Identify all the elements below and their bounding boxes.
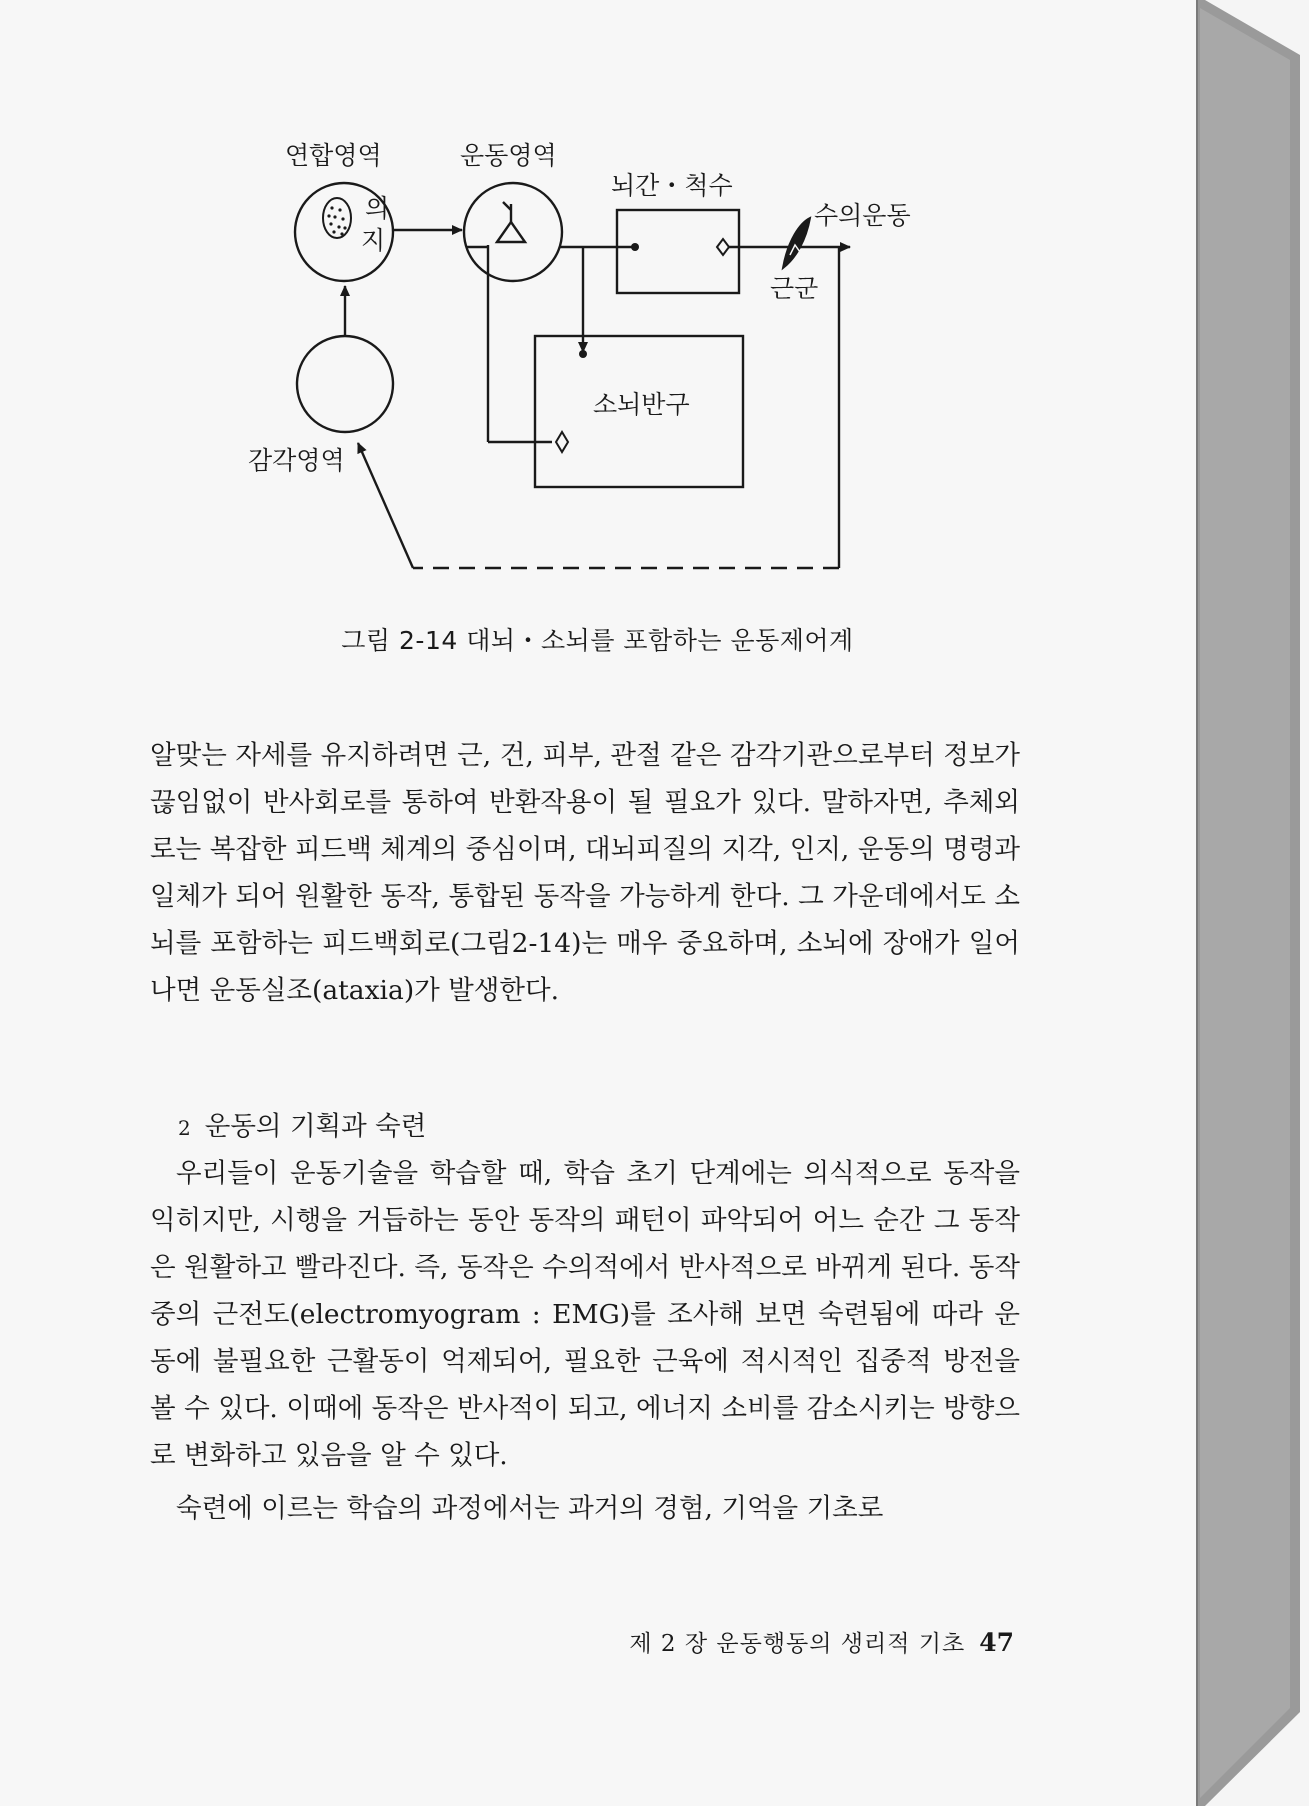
figure-caption: 그림 2-14 대뇌・소뇌를 포함하는 운동제어계: [341, 626, 854, 655]
label-sensory-area: 감각영역: [248, 446, 345, 475]
label-will-b: 지: [361, 226, 386, 255]
neuron-triangle: [497, 222, 525, 242]
motor-control-diagram: [0, 0, 1195, 600]
section-heading: [178, 1107, 426, 1148]
section-title: 운동의 기획과 숙련: [204, 1111, 427, 1142]
synapse-brainstem: [717, 239, 729, 255]
arrow-feedback-to-sensory: [358, 443, 413, 568]
motor-area-circle: [464, 183, 562, 281]
synapse-cerebellum: [556, 432, 568, 452]
page-number: 47: [979, 1628, 1014, 1657]
label-motor-area: 운동영역: [460, 141, 557, 170]
page-footer: [600, 1625, 1014, 1658]
sensory-area-circle: [297, 336, 393, 432]
label-brainstem-spinal: 뇌간・척수: [611, 171, 733, 200]
muscle-group-symbol: [783, 218, 810, 268]
label-will-a: 의: [365, 194, 390, 223]
label-cerebellar-hemisphere: 소뇌반구: [593, 390, 690, 419]
will-blob: [323, 198, 351, 238]
paragraph-2: 우리들이 운동기술을 학습할 때, 학습 초기 단계에는 의식적으로 동작을 익히지만, 시행을 거듭하는 동안 동작의 패턴이 파악되어 어느 순간 그 동작은 원활하고 빨라진다. 즉, 동작은 수의적에서 반사적으로 바뀌게 된다. 동작중의 근전도(electromyogram : EMG)를 조사해 보면 숙련됨에 따라 운동에 불필요한 근활동이 억제되어, 필요한 근육에 적시적인 집중적 방전을 볼 수 있다. 이때에 동작은 반사적이 되고, 에너지 소비를 감소시키는 방향으로 변화하고 있음을 알 수 있다.: [150, 1158, 1020, 1471]
paragraph-1: 알맞는 자세를 유지하려면 근, 건, 피부, 관절 같은 감각기관으로부터 정보가 끊임없이 반사회로를 통하여 반환작용이 될 필요가 있다. 말하자면, 추체외로는 복잡한 피드백 체계의 중심이며, 대뇌피질의 지각, 인지, 운동의 명령과 일체가 되어 원활한 동작, 통합된 동작을 가능하게 한다. 그 가운데에서도 소뇌를 포함하는 피드백회로(그림2-14)는 매우 중요하며, 소뇌에 장애가 일어나면 운동실조(ataxia)가 발생한다.: [150, 740, 1020, 1006]
label-voluntary-movement: 수의운동: [814, 201, 911, 230]
paragraph-3: 숙련에 이르는 학습의 과정에서는 과거의 경험, 기억을 기초로: [176, 1493, 884, 1524]
section-number: 2: [178, 1116, 191, 1140]
label-association-area: 연합영역: [285, 141, 382, 170]
footer-chapter: 제 2 장 운동행동의 생리적 기초: [629, 1631, 966, 1657]
label-muscle-group: 근군: [770, 274, 819, 303]
